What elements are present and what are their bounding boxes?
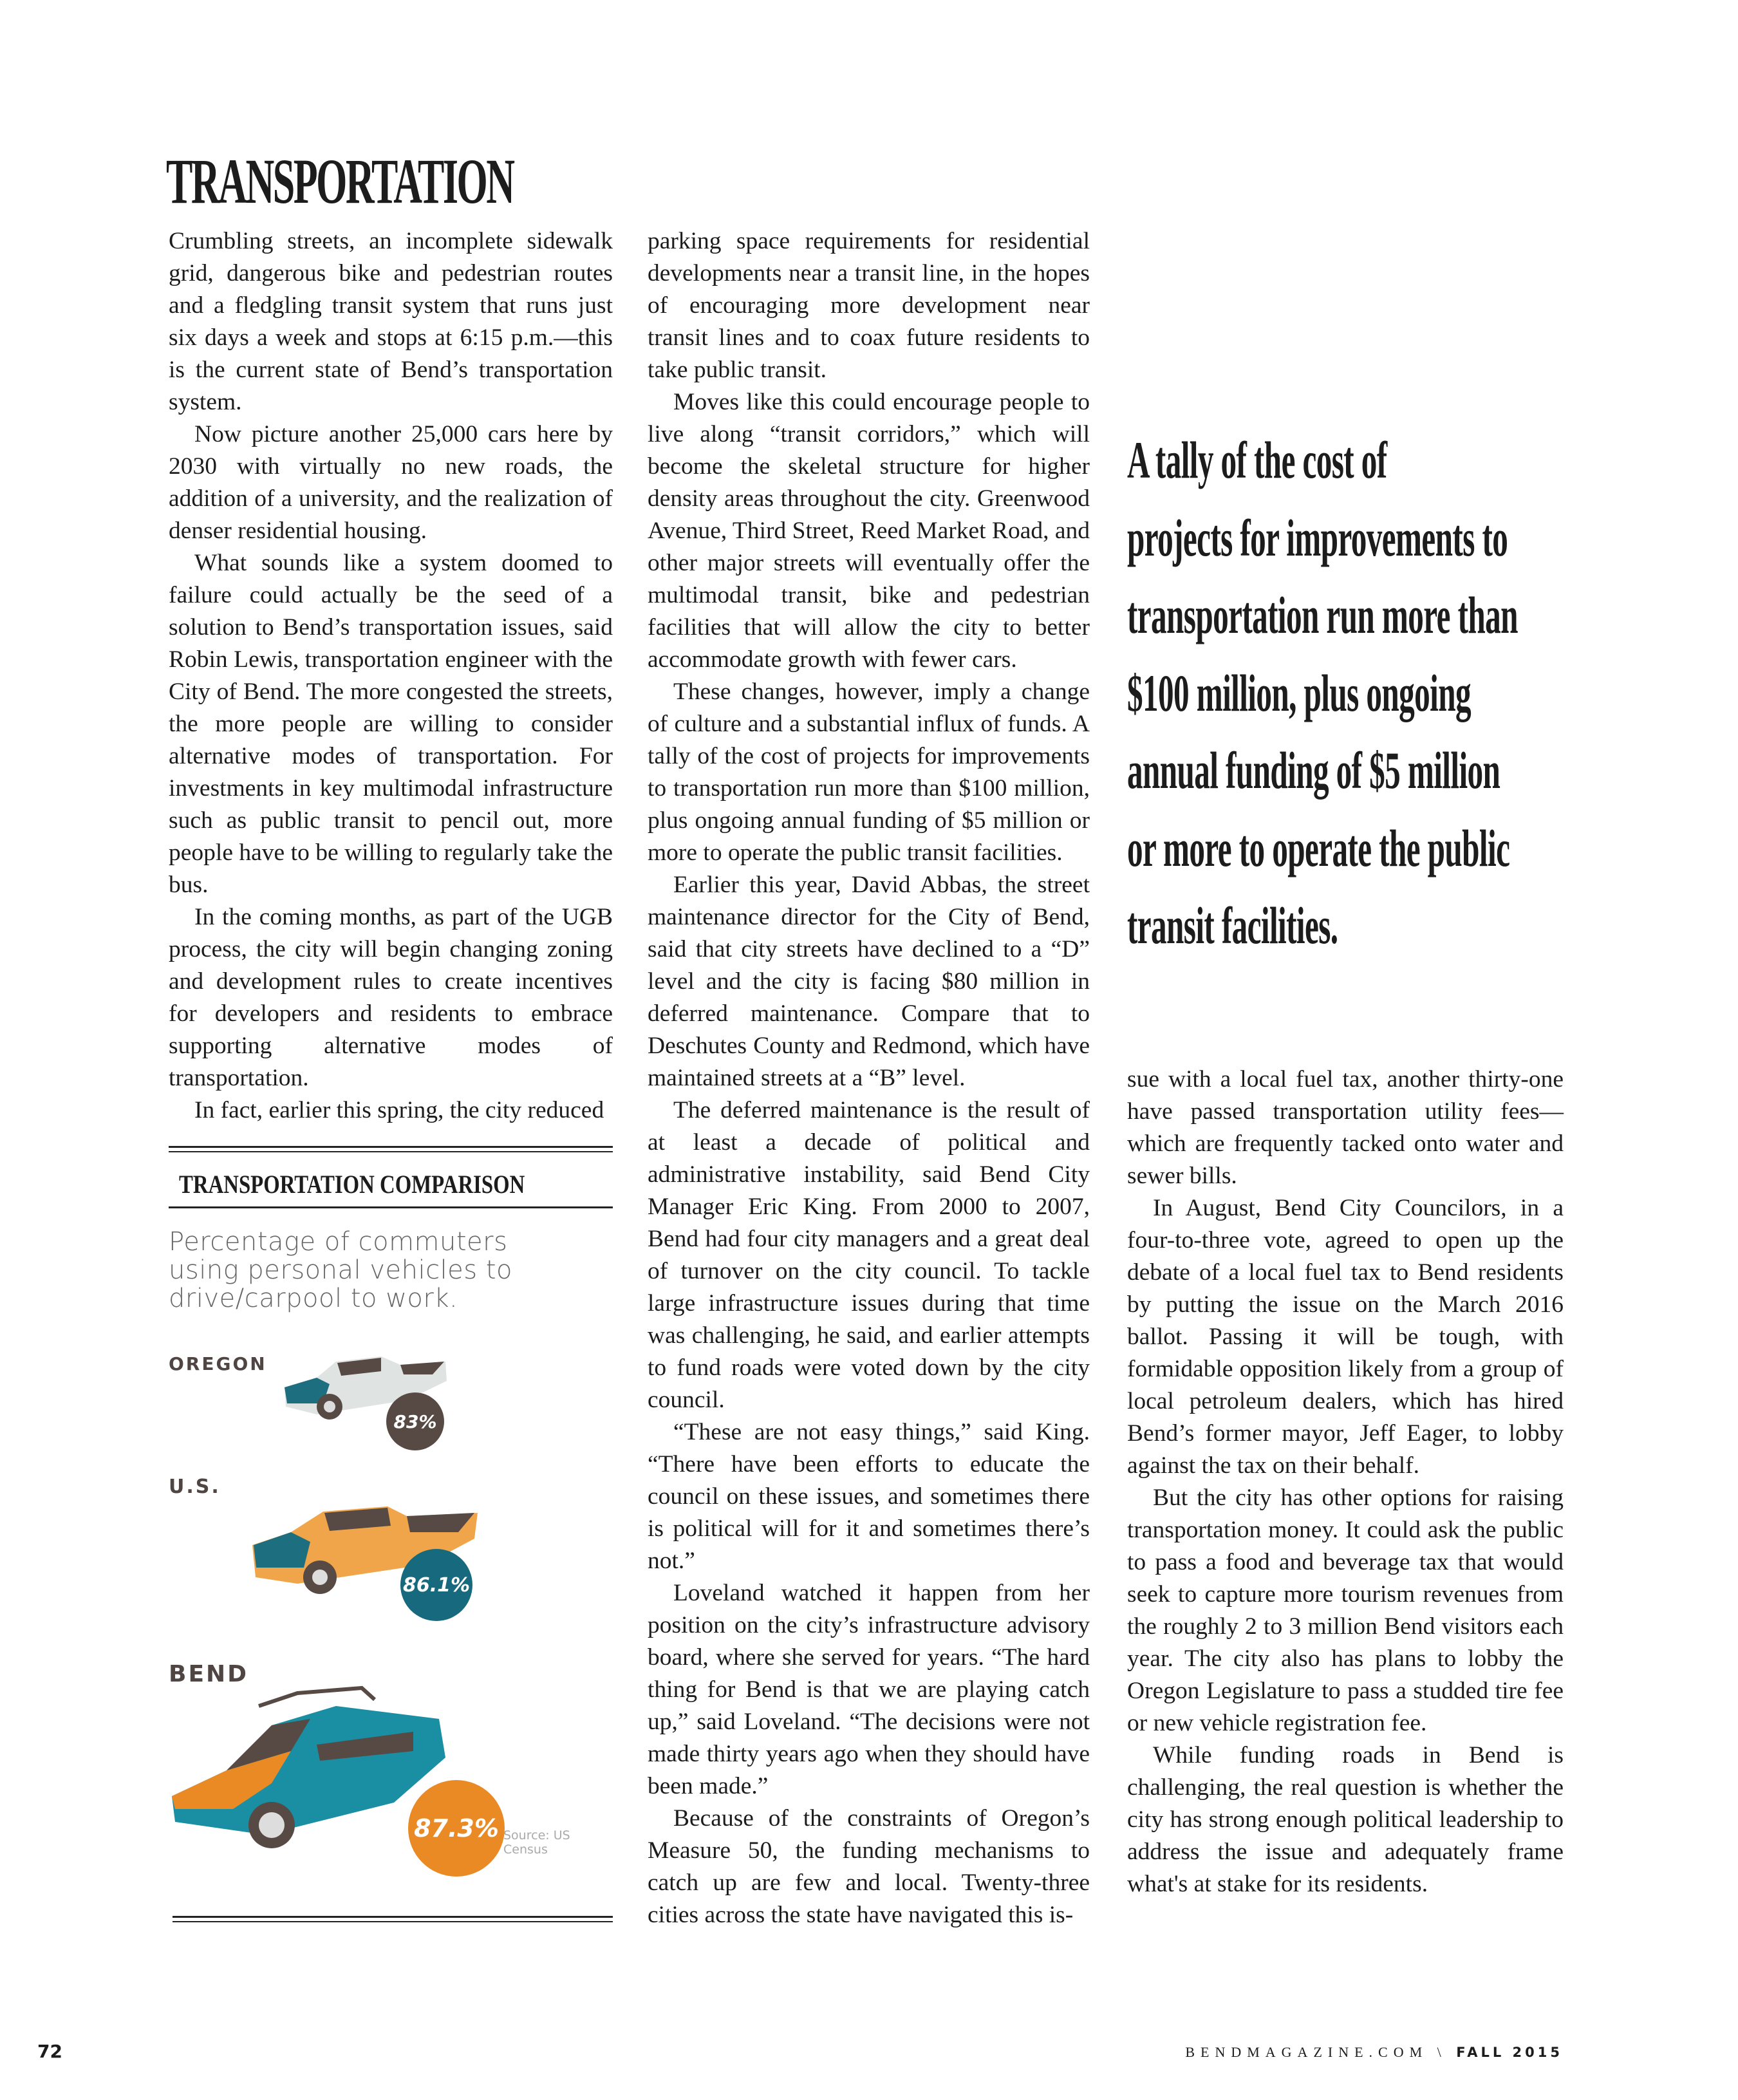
paragraph: In August, Bend City Councilors, in a four-to-three vote, agreed to open up the debate of a local fuel tax to Bend residents by putting the issue on the March 2016 ballot. Passing it will be tough, with formidable opposition likely from a group of local petroleum dealers, which has hired Bend’s former mayor, Jeff Eager, to lobby against the tax on their behalf. (1127, 1195, 1564, 1479)
paragraph: But the city has other options for raising transportation money. It could ask the public to pass a food and beverage tax that would seek to capture more tourism revenues from the roughly 2 to 3 million Bend visitors each year. The city also has plans to lobby the Oregon Legislature to pass a studded tire fee or new vehicle registration fee. (1127, 1485, 1564, 1736)
paragraph: parking space requirements for residential developments near a transit line, in the hopes of encouraging more development near transit lines and to coax future residents to take public transit. (648, 228, 1090, 383)
divider (169, 1206, 613, 1208)
paragraph: While funding roads in Bend is challenging, the real question is whether the city has strong enough political leadership to address the issue and adequately frame what's at stake for its residents. (1127, 1742, 1564, 1897)
article-column-1 (169, 225, 613, 1127)
percentage-badge-bend: 87.3% (408, 1780, 505, 1877)
paragraph: The deferred maintenance is the result of at least a decade of political and administrative instability, said Bend City Manager Eric King. From 2000 to 2007, Bend had four city managers and a great deal of turnover on the city council. To tackle large infrastructure issues during that time was challenging, he said, and earlier attempts to fund roads were voted down by the city council. (648, 1097, 1090, 1413)
pull-quote (1127, 422, 1642, 965)
page-number: 72 (37, 2041, 62, 2062)
paragraph: In fact, earlier this spring, the city reduced (194, 1097, 604, 1123)
pull-quote-line: transportation run more than (1127, 586, 1518, 644)
percentage-badge-us: 86.1% (400, 1549, 472, 1621)
pull-quote-line: transit facilities. (1127, 896, 1338, 955)
paragraph: sue with a local fuel tax, another thirty-one have passed transportation utility fees—which are frequently tacked onto water and sewer bills. (1127, 1066, 1564, 1189)
paragraph: In the coming months, as part of the UGB process, the city will begin changing zoning and development rules to create incentives for developers and residents to embrace supporting alternative modes of transportation. (169, 904, 613, 1091)
pull-quote-line: projects for improvements to (1127, 508, 1508, 567)
paragraph: Loveland watched it happen from her position on the city’s infrastructure advisory board, where she served for years. “The hard thing for Bend is that we are playing catch up,” said Loveland. “The decisions were not made thirty years ago when they should have been made.” (648, 1580, 1090, 1799)
pull-quote-line: $100 million, plus ongoing (1127, 663, 1471, 722)
label-bend: BEND (169, 1661, 249, 1687)
pull-quote-line: or more to operate the public (1127, 818, 1510, 877)
pull-quote-line: annual funding of $5 million (1127, 741, 1500, 800)
label-us: U.S. (169, 1476, 221, 1498)
paragraph: Because of the constraints of Oregon’s Measure 50, the funding mechanisms to catch up are few and local. Twenty-three cities across the state have navigated this is- (648, 1805, 1090, 1928)
divider (169, 1146, 613, 1152)
paragraph: Now picture another 25,000 cars here by 2030 with virtually no new roads, the addition of a university, and the realization of denser residential housing. (169, 421, 613, 544)
divider (173, 1916, 613, 1922)
paragraph: What sounds like a system doomed to failure could actually be the seed of a solution to Bend’s transportation issues, said Robin Lewis, transportation engineer with the City of Bend. The more congested the streets, the more people are willing to consider alternative modes of transportation. For investments in key multimodal infrastructure such as public transit to pencil out, more people have to be willing to regularly take the bus. (169, 550, 613, 898)
footer-credit (1185, 2044, 1563, 2061)
paragraph: “These are not easy things,” said King. “There have been efforts to educate the council on these issues, and sometimes there is political will for it and sometimes there’s not.” (648, 1419, 1090, 1574)
percentage-badge-oregon: 83% (386, 1392, 444, 1450)
paragraph: Crumbling streets, an incomplete sidewalk grid, dangerous bike and pedestrian routes and a fledgling transit system that runs just six days a week and stops at 6:15 p.m.—this is the current state of Bend’s transportation system. (169, 228, 613, 415)
article-column-2 (648, 225, 1090, 1931)
section-title: TRANSPORTATION (166, 145, 514, 217)
transportation-comparison-infographic (169, 1146, 613, 1926)
issue-label: FALL 2015 (1456, 2045, 1563, 2060)
paragraph: Earlier this year, David Abbas, the street maintenance director for the City of Bend, said that city streets have declined to a “D” level and the city is facing $80 million in deferred maintenance. Compare that to Deschutes County and Redmond, which have maintained streets at a “B” level. (648, 872, 1090, 1091)
article-column-3 (1127, 1064, 1564, 1900)
paragraph: Moves like this could encourage people to live along “transit corridors,” which will become the skeletal structure for higher density areas throughout the city. Greenwood Avenue, Third Street, Reed Market Road, and other major streets will eventually offer the multimodal transit, bike and pedestrian facilities that will allow the city to better accommodate growth with fewer cars. (648, 389, 1090, 673)
label-oregon: OREGON (169, 1353, 267, 1374)
magazine-site: BENDMAGAZINE.COM \ (1185, 2044, 1447, 2060)
infographic-subtitle: Percentage of commuters using personal vehicles to drive/carpool to work. (169, 1227, 512, 1313)
source-note: Source: US Census (503, 1828, 570, 1857)
paragraph: These changes, however, imply a change of culture and a substantial influx of funds. A tally of the cost of projects for improvements to transportation run more than $100 million, plus ongoing annual funding of $5 million or more to operate the public transit facilities. (648, 679, 1090, 866)
infographic-title: TRANSPORTATION COMPARISON (179, 1170, 525, 1199)
pull-quote-line: A tally of the cost of (1127, 431, 1387, 489)
